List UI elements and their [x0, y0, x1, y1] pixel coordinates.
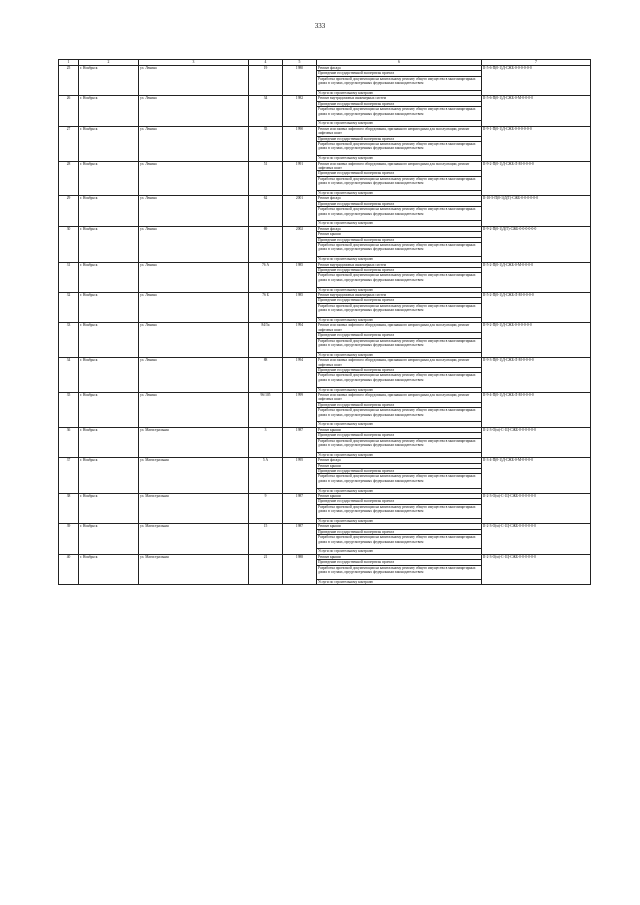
column-number: 3: [139, 60, 249, 66]
row-number: 38: [59, 494, 79, 524]
work-item: Ремонт фасада: [317, 196, 481, 201]
city-cell: г. Ноябрьск: [79, 458, 139, 494]
year-built-cell: 1990: [283, 126, 317, 161]
street-cell: ул. Ленина: [139, 262, 249, 292]
work-item: Проведение государственной экспертизы проекта: [317, 499, 481, 504]
work-item: Проведение государственной экспертизы проекта: [317, 171, 481, 176]
structure-code-cell: [482, 458, 591, 494]
structure-code: II-2-3-О(м)-С-1Ц-СЖБ-0-0-0-0-0-0: [483, 427, 536, 432]
city-cell: г. Ноябрьск: [79, 427, 139, 457]
work-item: Проведение государственной экспертизы проекта: [317, 403, 481, 408]
work-item: Услуги по строительному контролю: [318, 549, 374, 554]
house-number-cell: 34: [249, 96, 283, 126]
table-row: [59, 358, 591, 393]
year-built-cell: 2002: [283, 226, 317, 262]
house-number-cell: 84/5а: [249, 323, 283, 358]
year-built-cell: 1988: [283, 554, 317, 584]
work-item: Проведение государственной экспертизы проекта: [317, 560, 481, 565]
year-built-cell: 1985: [283, 262, 317, 292]
house-number-cell: 76 Б: [249, 293, 283, 323]
structure-code-cell: [482, 393, 591, 428]
row-number: 37: [59, 458, 79, 494]
structure-code-cell: [482, 262, 591, 292]
work-item: Разработка проектной документации на капитальному ремонту общего имущества в многоквартирных домах в случаях, предусмотренных федеральным законодательством: [317, 273, 481, 287]
house-number-cell: 51: [249, 161, 283, 196]
structure-code-cell: [482, 226, 591, 262]
work-item: Разработка проектной документации на капитальному ремонту общего имущества в многоквартирных домах в случаях, предусмотренных федеральным законодательством: [317, 107, 481, 121]
work-item: Проведение государственной экспертизы проекта: [317, 469, 481, 474]
work-item: Разработка проектной документации на капитальному ремонту общего имущества в многоквартирных домах в случаях, предусмотренных федеральным законодательством: [317, 566, 481, 580]
work-item: Услуги по строительному контролю: [318, 422, 374, 427]
work-item: Ремонт крыши: [317, 232, 481, 237]
city-cell: г. Ноябрьск: [79, 161, 139, 196]
structure-code-cell: [482, 323, 591, 358]
work-item: Ремонт фасада: [317, 458, 481, 463]
structure-code-cell: [482, 554, 591, 584]
repair-register-table: [58, 59, 591, 585]
city-cell: г. Ноябрьск: [79, 494, 139, 524]
year-built-cell: 2001: [283, 196, 317, 226]
column-number: 5: [283, 60, 317, 66]
house-number-cell: 3: [249, 427, 283, 457]
work-item: Услуги по строительному контролю: [318, 488, 374, 493]
works-cell: [317, 524, 482, 554]
street-cell: ул. Магистральная: [139, 554, 249, 584]
house-number-cell: 19: [249, 66, 283, 96]
row-number: 35: [59, 393, 79, 428]
year-built-cell: 1987: [283, 494, 317, 524]
street-cell: ул. Ленина: [139, 226, 249, 262]
city-cell: г. Ноябрьск: [79, 262, 139, 292]
structure-code: II-9-2-П(0-1)Д(Т)-СЖБ-0-0-0-0-0-0: [483, 226, 537, 231]
work-item: Ремонт крыши: [317, 524, 481, 529]
city-cell: г. Ноябрьск: [79, 96, 139, 126]
work-item: Услуги по строительному контролю: [318, 519, 374, 524]
work-item: Услуги по строительному контролю: [318, 352, 374, 357]
works-cell: [317, 554, 482, 584]
work-item: Ремонт фасада: [317, 227, 481, 232]
row-number: 29: [59, 196, 79, 226]
year-built-cell: 1982: [283, 96, 317, 126]
city-cell: г. Ноябрьск: [79, 293, 139, 323]
street-cell: ул. Ленина: [139, 293, 249, 323]
street-cell: ул. Ленина: [139, 96, 249, 126]
structure-code: II-10-5-П(0-1)Д(Т)-СЖБ-0-0-0-0-0-0: [483, 196, 539, 201]
work-item: Разработка проектной документации на капитальному ремонту общего имущества в многоквартирных домах в случаях, предусмотренных федеральным законодательством: [317, 439, 481, 453]
column-number: 7: [482, 60, 591, 66]
structure-code: II-5-6-П(0-1)Д-СЖБ-0-М-0-0-0-0: [483, 96, 534, 101]
house-number-cell: 69: [249, 226, 283, 262]
house-number-cell: 5 А: [249, 458, 283, 494]
city-cell: г. Ноябрьск: [79, 196, 139, 226]
work-item: Проведение государственной экспертизы проекта: [317, 433, 481, 438]
table-row: [59, 323, 591, 358]
street-cell: ул. Магистральная: [139, 524, 249, 554]
table-row: [59, 524, 591, 554]
work-item: Разработка проектной документации на капитальному ремонту общего имущества в многоквартирных домах в случаях, предусмотренных федеральным законодательством: [317, 339, 481, 353]
work-item: Проведение государственной экспертизы проекта: [317, 238, 481, 243]
work-item: Услуги по строительному контролю: [318, 579, 374, 584]
works-cell: [317, 293, 482, 323]
city-cell: г. Ноябрьск: [79, 554, 139, 584]
structure-code-cell: [482, 427, 591, 457]
year-built-cell: 1994: [283, 323, 317, 358]
city-cell: г. Ноябрьск: [79, 393, 139, 428]
page-number: 333: [314, 22, 326, 30]
street-cell: ул. Ленина: [139, 161, 249, 196]
work-item: Услуги по строительному контролю: [318, 191, 374, 195]
table-row: [59, 196, 591, 226]
house-number-cell: 76 А: [249, 262, 283, 292]
works-cell: [317, 494, 482, 524]
work-item: Проведение государственной экспертизы проекта: [317, 268, 481, 273]
work-item: Услуги по строительному контролю: [318, 121, 374, 126]
work-item: Ремонт или замена лифтового оборудования, признанного непригодным для эксплуатации, ремонт лифтовых шахт: [317, 393, 481, 403]
table-row: [59, 96, 591, 126]
row-number: 28: [59, 161, 79, 196]
table-row: [59, 226, 591, 262]
works-cell: [317, 323, 482, 358]
work-item: Ремонт крыши: [317, 428, 481, 433]
works-cell: [317, 393, 482, 428]
structure-code: II-9-4-П(0-1)Д-СЖБ-Л-М-0-0-0-0: [483, 393, 534, 398]
work-item: Услуги по строительному контролю: [318, 257, 374, 262]
city-cell: г. Ноябрьск: [79, 323, 139, 358]
table-row: [59, 458, 591, 494]
work-item: Проведение государственной экспертизы проекта: [317, 102, 481, 107]
row-number: 27: [59, 126, 79, 161]
table-row: [59, 66, 591, 96]
structure-code: II-5-6-П(0-1)Д-СЖБ-0-0-0-0-0-0: [483, 66, 532, 70]
structure-code: II-9-2-П(0-1)Д-СЖБ-Л-М-0-0-0-0: [483, 161, 534, 166]
table-row: [59, 293, 591, 323]
house-number-cell: 21: [249, 554, 283, 584]
structure-code: II-3-4-П(0-1)Д-СЖБ-0-М-0-0-0-0: [483, 458, 534, 463]
row-number: 32: [59, 293, 79, 323]
row-number: 26: [59, 96, 79, 126]
table-row: [59, 393, 591, 428]
work-item: Разработка проектной документации на капитальному ремонту общего имущества в многоквартирных домах в случаях, предусмотренных федеральным законодательством: [317, 535, 481, 549]
structure-code-cell: [482, 196, 591, 226]
structure-code-cell: [482, 358, 591, 393]
house-number-cell: 62: [249, 196, 283, 226]
year-built-cell: 1985: [283, 293, 317, 323]
year-built-cell: 1999: [283, 393, 317, 428]
structure-code: II-5-2-П(0-1)Д-СЖБ-0-М-0-0-0-0: [483, 262, 534, 267]
structure-code-cell: [482, 126, 591, 161]
row-number: 40: [59, 554, 79, 584]
table-row: [59, 262, 591, 292]
work-item: Ремонт внутридомовых инженерных систем: [317, 293, 481, 298]
work-item: Проведение государственной экспертизы проекта: [317, 333, 481, 338]
work-item: Разработка проектной документации на капитальному ремонту общего имущества в многоквартирных домах в случаях, предусмотренных федеральным законодательством: [317, 207, 481, 221]
street-cell: ул. Ленина: [139, 196, 249, 226]
work-item: Услуги по строительному контролю: [318, 156, 374, 161]
work-item: Разработка проектной документации на капитальному ремонту общего имущества в многоквартирных домах в случаях, предусмотренных федеральным законодательством: [317, 177, 481, 191]
table-row: [59, 161, 591, 196]
structure-code: II-9-3-П(0-1)Д-СЖБ-Л-М-0-0-0-0: [483, 358, 534, 363]
city-cell: г. Ноябрьск: [79, 524, 139, 554]
work-item: Проведение государственной экспертизы проекта: [317, 71, 481, 76]
row-number: 30: [59, 226, 79, 262]
work-item: Ремонт крыши: [317, 555, 481, 560]
work-item: Разработка проектной документации на капитальному ремонту общего имущества в многоквартирных домах в случаях, предусмотренных федеральным законодательством: [317, 373, 481, 387]
year-built-cell: 1980: [283, 66, 317, 96]
structure-code-cell: [482, 66, 591, 96]
street-cell: ул. Ленина: [139, 358, 249, 393]
column-number: 4: [249, 60, 283, 66]
work-item: Услуги по строительному контролю: [318, 318, 374, 323]
work-item: Ремонт или замена лифтового оборудования, признанного непригодным для эксплуатации, ремонт лифтовых шахт: [317, 323, 481, 333]
work-item: Ремонт внутридомовых инженерных систем: [317, 263, 481, 268]
structure-code-cell: [482, 524, 591, 554]
year-built-cell: 1987: [283, 427, 317, 457]
works-cell: [317, 96, 482, 126]
structure-code: II-2-3-О(м)-С-1Ц-СЖБ-0-0-0-0-0-0: [483, 524, 536, 529]
house-number-cell: 35: [249, 126, 283, 161]
structure-code-cell: [482, 494, 591, 524]
table-row: [59, 554, 591, 584]
work-item: Услуги по строительному контролю: [318, 452, 374, 457]
row-number: 39: [59, 524, 79, 554]
house-number-cell: 96/105: [249, 393, 283, 428]
column-number: 1: [59, 60, 79, 66]
work-item: Ремонт крыши: [317, 494, 481, 499]
row-number: 25: [59, 66, 79, 96]
structure-code-cell: [482, 161, 591, 196]
works-cell: [317, 226, 482, 262]
work-item: Проведение государственной экспертизы проекта: [317, 298, 481, 303]
row-number: 33: [59, 323, 79, 358]
street-cell: ул. Магистральная: [139, 427, 249, 457]
structure-code: II-2-3-О(м)-С-1Ц-СЖБ-0-0-0-0-0-0: [483, 494, 536, 499]
works-cell: [317, 66, 482, 96]
city-cell: г. Ноябрьск: [79, 126, 139, 161]
column-number: 2: [79, 60, 139, 66]
works-cell: [317, 161, 482, 196]
structure-code-cell: [482, 293, 591, 323]
works-cell: [317, 196, 482, 226]
works-cell: [317, 358, 482, 393]
works-cell: [317, 126, 482, 161]
work-item: Разработка проектной документации на капитальному ремонту общего имущества в многоквартирных домах в случаях, предусмотренных федеральным законодательством: [317, 142, 481, 156]
year-built-cell: 1994: [283, 358, 317, 393]
year-built-cell: 1991: [283, 161, 317, 196]
year-built-cell: 1987: [283, 524, 317, 554]
table-row: [59, 427, 591, 457]
work-item: Разработка проектной документации на капитальному ремонту общего имущества в многоквартирных домах в случаях, предусмотренных федеральным законодательством: [317, 408, 481, 422]
house-number-cell: 9: [249, 494, 283, 524]
street-cell: ул. Магистральная: [139, 494, 249, 524]
work-item: Ремонт или замена лифтового оборудования, признанного непригодным для эксплуатации, ремонт лифтовых шахт: [317, 162, 481, 172]
work-item: Ремонт или замена лифтового оборудования, признанного непригодным для эксплуатации, ремонт лифтовых шахт: [317, 358, 481, 368]
work-item: Разработка проектной документации на капитальному ремонту общего имущества в многоквартирных домах в случаях, предусмотренных федеральным законодательством: [317, 243, 481, 257]
works-cell: [317, 458, 482, 494]
row-number: 36: [59, 427, 79, 457]
street-cell: ул. Ленина: [139, 323, 249, 358]
year-built-cell: 1995: [283, 458, 317, 494]
structure-code-cell: [482, 96, 591, 126]
city-cell: г. Ноябрьск: [79, 66, 139, 96]
work-item: Проведение государственной экспертизы проекта: [317, 530, 481, 535]
work-item: Проведение государственной экспертизы проекта: [317, 368, 481, 373]
structure-code: II-9-1-П(0-1)Д-СЖБ-0-0-0-0-0-0: [483, 126, 532, 131]
structure-code: II-9-2-П(0-1)Д-СЖБ-0-0-0-0-0-0: [483, 323, 532, 328]
column-number: 6: [317, 60, 482, 66]
works-cell: [317, 427, 482, 457]
city-cell: г. Ноябрьск: [79, 358, 139, 393]
work-item: Ремонт внутридомовых инженерных систем: [317, 96, 481, 101]
street-cell: ул. Ленина: [139, 126, 249, 161]
work-item: Разработка проектной документации на капитальному ремонту общего имущества в многоквартирных домах в случаях, предусмотренных федеральным законодательством: [317, 505, 481, 519]
work-item: Услуги по строительному контролю: [318, 91, 374, 95]
work-item: Ремонт фасада: [317, 66, 481, 71]
structure-code: II-5-2-П(0-1)Д-СЖБ-Л-М-0-0-0-0: [483, 293, 534, 298]
work-item: Проведение государственной экспертизы проекта: [317, 137, 481, 142]
street-cell: ул. Ленина: [139, 393, 249, 428]
work-item: Проведение государственной экспертизы проекта: [317, 202, 481, 207]
house-number-cell: 88: [249, 358, 283, 393]
work-item: Ремонт или замена лифтового оборудования, признанного непригодным для эксплуатации, ремонт лифтовых шахт: [317, 127, 481, 137]
work-item: Ремонт крыши: [317, 464, 481, 469]
works-cell: [317, 262, 482, 292]
table-row: [59, 494, 591, 524]
work-item: Услуги по строительному контролю: [318, 387, 374, 392]
city-cell: г. Ноябрьск: [79, 226, 139, 262]
work-item: Разработка проектной документации на капитальному ремонту общего имущества в многоквартирных домах в случаях, предусмотренных федеральным законодательством: [317, 77, 481, 91]
street-cell: ул. Ленина: [139, 66, 249, 96]
row-number: 34: [59, 358, 79, 393]
row-number: 31: [59, 262, 79, 292]
work-item: Услуги по строительному контролю: [318, 287, 374, 292]
table-row: [59, 126, 591, 161]
structure-code: II-2-3-О(м)-С-1Ц-СЖБ-0-0-0-0-0-0: [483, 554, 536, 559]
work-item: Разработка проектной документации на капитальному ремонту общего имущества в многоквартирных домах в случаях, предусмотренных федеральным законодательством: [317, 474, 481, 488]
street-cell: ул. Магистральная: [139, 458, 249, 494]
work-item: Разработка проектной документации на капитальному ремонту общего имущества в многоквартирных домах в случаях, предусмотренных федеральным законодательством: [317, 304, 481, 318]
work-item: Услуги по строительному контролю: [318, 221, 374, 226]
house-number-cell: 15: [249, 524, 283, 554]
